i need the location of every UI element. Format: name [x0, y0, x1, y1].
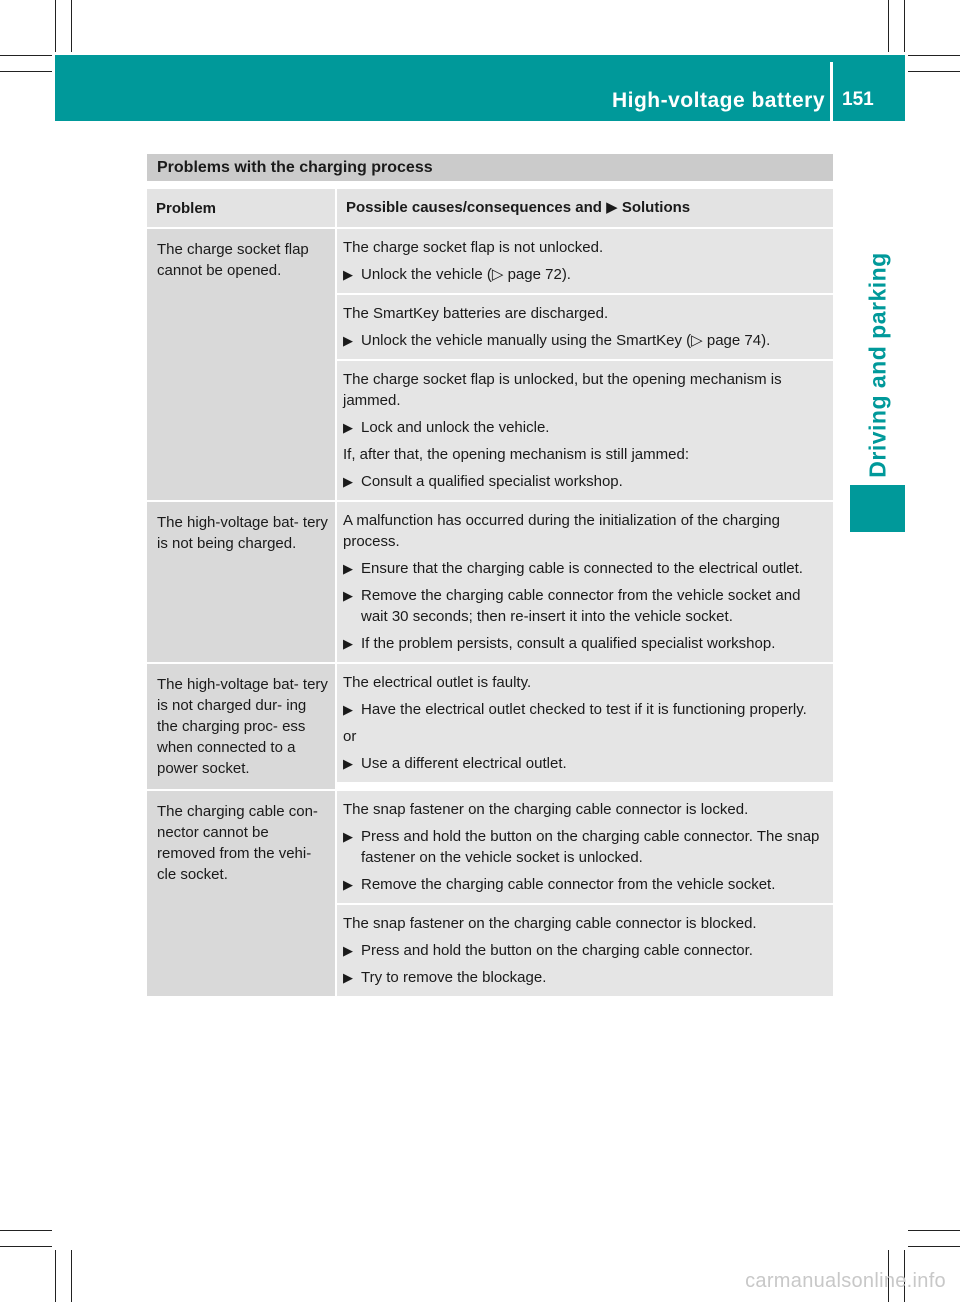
solution-step: ▶ Have the electrical outlet checked to test if it is functioning properly.	[343, 701, 807, 718]
crop-mark	[908, 55, 960, 56]
cause-text: The electrical outlet is faulty.	[343, 674, 532, 691]
cause-text: or	[343, 728, 357, 745]
crop-mark	[908, 71, 960, 72]
table-header-row	[147, 189, 833, 227]
problem-cell: The charge socket flap cannot be opened.	[147, 229, 335, 500]
arrow-icon: ▶	[343, 877, 353, 892]
chapter-title: High-voltage battery	[611, 89, 825, 112]
arrow-icon: ▶	[343, 636, 353, 651]
solution-step: ▶ If the problem persists, consult a qualified specialist workshop.	[343, 635, 776, 652]
crop-mark	[908, 1230, 960, 1231]
problem-cell: The high-voltage bat- tery is not being charged.	[147, 502, 335, 662]
arrow-icon: ▶	[343, 756, 353, 771]
crop-mark	[71, 1250, 72, 1302]
table-row	[147, 502, 833, 662]
column-header-solutions: Possible causes/consequences and ▶ Solutions	[337, 189, 833, 227]
arrow-icon: ▶	[343, 267, 353, 282]
cause-block	[337, 229, 833, 293]
cause-block	[337, 361, 833, 500]
solution-step: ▶ Lock and unlock the vehicle.	[343, 419, 550, 436]
cause-text: A malfunction has occurred during the initialization of the charging process.	[343, 512, 780, 550]
solution-step: ▶ Remove the charging cable connector from the vehicle socket.	[343, 876, 776, 893]
crop-mark	[0, 1230, 52, 1231]
solution-step: ▶ Use a different electrical outlet.	[343, 755, 567, 772]
crop-mark	[0, 1246, 52, 1247]
header-divider	[830, 62, 833, 121]
problem-cell: The high-voltage bat- tery is not charged dur- ing the charging proc- ess when connected to a power socket.	[147, 664, 335, 789]
solutions-cell	[337, 791, 833, 996]
arrow-icon: ▶	[343, 970, 353, 985]
problems-table	[147, 189, 833, 998]
table-row	[147, 229, 833, 500]
problem-cell: The charging cable con- nector cannot be removed from the vehi- cle socket.	[147, 791, 335, 996]
cause-text: The snap fastener on the charging cable connector is locked.	[343, 801, 749, 818]
table-row	[147, 791, 833, 996]
cause-block	[337, 791, 833, 903]
arrow-icon: ▶	[343, 829, 353, 844]
solutions-cell	[337, 229, 833, 500]
side-tab-marker	[850, 485, 905, 532]
solution-step: ▶ Remove the charging cable connector from the vehicle socket and wait 30 seconds; then re-insert it into the vehicle socket.	[343, 587, 801, 625]
cause-block	[337, 905, 833, 996]
arrow-icon: ▶	[343, 943, 353, 958]
crop-mark	[908, 1246, 960, 1247]
solution-step: ▶ Consult a qualified specialist workshop.	[343, 473, 623, 490]
cause-text: If, after that, the opening mechanism is still jammed:	[343, 446, 689, 463]
arrow-icon: ▶	[343, 474, 353, 489]
crop-mark	[0, 55, 52, 56]
side-section-label: Driving and parking	[864, 252, 891, 478]
page-number: 151	[842, 89, 874, 110]
cause-block	[337, 502, 833, 662]
crop-mark	[0, 71, 52, 72]
crop-mark	[904, 0, 905, 52]
arrow-icon: ▶	[343, 588, 353, 603]
solutions-cell	[337, 664, 833, 789]
arrow-icon: ▶	[343, 420, 353, 435]
solution-step: ▶ Ensure that the charging cable is connected to the electrical outlet.	[343, 560, 803, 577]
arrow-icon: ▶	[343, 333, 353, 348]
solution-step: ▶ Unlock the vehicle manually using the SmartKey (▷ page 74).	[343, 332, 771, 349]
solution-step: ▶ Press and hold the button on the charging cable connector.	[343, 942, 753, 959]
watermark: carmanualsonline.info	[745, 1270, 946, 1292]
arrow-icon: ▶	[343, 561, 353, 576]
crop-mark	[71, 0, 72, 52]
crop-mark	[888, 0, 889, 52]
cause-block	[337, 664, 833, 782]
cause-text: The SmartKey batteries are discharged.	[343, 305, 609, 322]
table-row	[147, 664, 833, 789]
section-title: Problems with the charging process	[147, 154, 833, 181]
solution-step: ▶ Try to remove the blockage.	[343, 969, 547, 986]
cause-block	[337, 295, 833, 359]
crop-mark	[55, 0, 56, 52]
cause-text: The snap fastener on the charging cable connector is blocked.	[343, 915, 757, 932]
cause-text: The charge socket flap is not unlocked.	[343, 239, 604, 256]
solution-step: ▶ Press and hold the button on the charging cable connector. The snap fastener on the vehicle socket is unlocked.	[343, 828, 820, 866]
arrow-icon: ▶	[343, 702, 353, 717]
cause-text: The charge socket flap is unlocked, but the opening mechanism is jammed.	[343, 371, 782, 409]
column-header-problem: Problem	[147, 189, 335, 227]
solutions-cell	[337, 502, 833, 662]
solution-step: ▶ Unlock the vehicle (▷ page 72).	[343, 266, 571, 283]
crop-mark	[55, 1250, 56, 1302]
